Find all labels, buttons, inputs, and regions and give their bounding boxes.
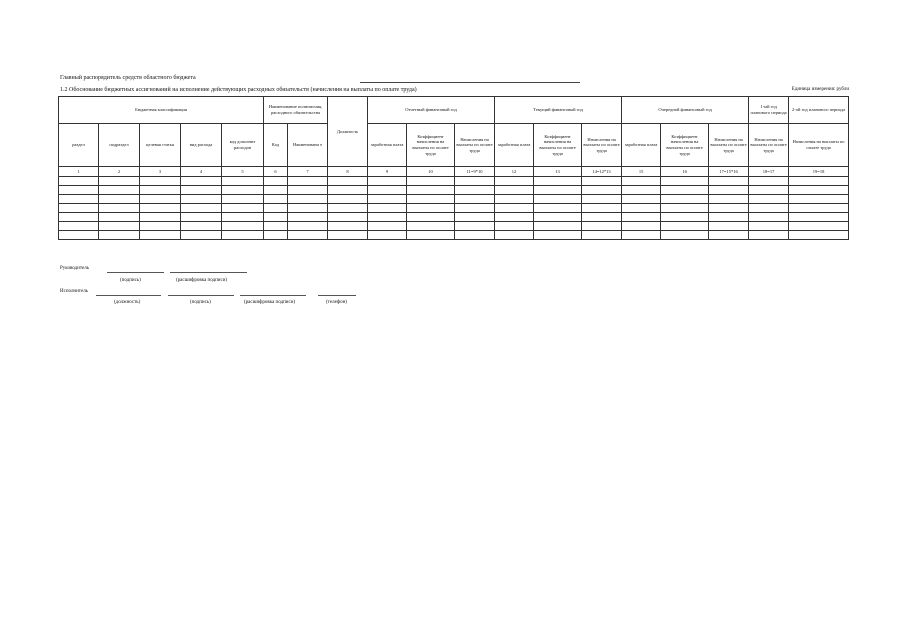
table-cell [455,231,495,240]
table-cell [622,177,661,186]
exec-sign-line [168,295,234,296]
col-number: 14=12*13 [582,167,622,177]
table-cell [222,195,264,204]
col-accrual-plan2: Начисления на выплаты по оплате труда [789,124,849,167]
table-cell [264,213,288,222]
table-cell [789,231,849,240]
table-cell [749,222,789,231]
col-number: 10 [407,167,455,177]
table-cell [407,213,455,222]
table-cell [140,195,181,204]
col-number: 18=17 [749,167,789,177]
table-cell [534,231,582,240]
col-coef-reporting: Коэффициент начисления на выплаты по оплате труда [407,124,455,167]
table-cell [789,186,849,195]
table-cell [582,186,622,195]
col-salary-reporting: заработная плата [368,124,407,167]
table-cell [407,222,455,231]
table-cell [749,186,789,195]
group-plan-year-1: 1-ый год планового периода [749,97,789,124]
table-cell [328,195,368,204]
table-cell [288,186,328,195]
col-code: Код [264,124,288,167]
table-row [59,186,849,195]
col-number: 11=9*10 [455,167,495,177]
table-cell [534,195,582,204]
table-cell [407,195,455,204]
table-cell [288,222,328,231]
table-cell [661,195,709,204]
col-coef-current: Коэффициент начисления на выплаты по оплате труда [534,124,582,167]
table-cell [407,204,455,213]
table-cell [534,186,582,195]
table-cell [59,231,99,240]
table-cell [789,195,849,204]
col-additional-code: код дополнит расходов [222,124,264,167]
table-cell [455,195,495,204]
table-cell [99,213,140,222]
table-cell [709,213,749,222]
head-label: Руководитель [60,266,90,271]
col-accrual-current: Начисления на выплаты по оплате труда [582,124,622,167]
table-cell [709,231,749,240]
table-cell [622,213,661,222]
table-cell [222,177,264,186]
table-cell [140,213,181,222]
table-cell [222,204,264,213]
table-cell [328,177,368,186]
table-cell [622,222,661,231]
table-cell [749,195,789,204]
table-cell [222,186,264,195]
col-number: 15 [622,167,661,177]
table-cell [140,186,181,195]
table-cell [622,186,661,195]
table-cell [455,213,495,222]
col-number: 6 [264,167,288,177]
head-name-line [170,272,247,273]
table-cell [789,204,849,213]
table-cell [264,195,288,204]
table-cell [59,213,99,222]
table-cell [59,195,99,204]
table-cell [495,186,534,195]
table-cell [99,195,140,204]
table-row [59,204,849,213]
table-cell [59,186,99,195]
table-cell [789,222,849,231]
group-current-year: Текущий финансовый год [495,97,622,124]
table-cell [709,204,749,213]
table-cell [222,231,264,240]
table-cell [709,186,749,195]
table-cell [661,213,709,222]
col-number: 19=18 [789,167,849,177]
col-section: раздел [59,124,99,167]
col-number: 16 [661,167,709,177]
table-cell [534,204,582,213]
col-target-article: целевая статья [140,124,181,167]
table-cell [455,204,495,213]
table-cell [582,204,622,213]
table-cell [140,204,181,213]
table-cell [264,231,288,240]
table-cell [288,231,328,240]
table-cell [140,222,181,231]
table-cell [264,222,288,231]
group-obligation: Наименование полномочия, расходного обязательства [264,97,328,124]
document-subtitle: 1.2 Обоснование бюджетных ассигнований на исполнение действующих расходных обязательств (начисления на выплаты по оплате труда) [60,87,417,93]
units-label: Единица измерения: рубли [791,87,849,92]
col-number: 17=15*16 [709,167,749,177]
table-cell [455,222,495,231]
header-row-columns [59,124,849,167]
col-name: Наименовани е [288,124,328,167]
table-row [59,177,849,186]
col-accrual-reporting: Начисления на выплаты по оплате труда [455,124,495,167]
table-cell [455,177,495,186]
table-cell [181,204,222,213]
table-cell [99,204,140,213]
table-cell [328,231,368,240]
table-cell [582,231,622,240]
table-cell [288,204,328,213]
exec-phone-caption: (телефон) [326,300,347,305]
table-cell [181,177,222,186]
table-cell [222,222,264,231]
col-number: 8 [328,167,368,177]
exec-name-caption: (расшифровка подписи) [244,300,296,305]
col-accrual-next: Начисления на выплаты по оплате труда [709,124,749,167]
col-number: 4 [181,167,222,177]
head-name-caption: (расшифровка подписи) [176,278,228,283]
table-cell [59,204,99,213]
table-cell [407,186,455,195]
table-cell [181,222,222,231]
table-cell [368,204,407,213]
table-cell [368,186,407,195]
exec-phone-line [318,295,356,296]
table-cell [495,204,534,213]
table-cell [661,231,709,240]
table-cell [288,195,328,204]
document-title: Главный распорядитель средств областного бюджета [60,75,196,81]
table-cell [749,231,789,240]
table-cell [99,186,140,195]
table-cell [368,222,407,231]
table-cell [534,222,582,231]
table-cell [749,204,789,213]
table-cell [582,177,622,186]
col-coef-next: Коэффициент начисления на выплаты по оплате труда [661,124,709,167]
col-number: 2 [99,167,140,177]
table-cell [622,195,661,204]
col-salary-next: заработная плата [622,124,661,167]
table-cell [582,213,622,222]
table-cell [534,213,582,222]
table-cell [140,231,181,240]
col-number: 7 [288,167,328,177]
col-accrual-plan1: Начисления на выплаты по оплате труда [749,124,789,167]
table-cell [264,204,288,213]
table-cell [495,177,534,186]
table-cell [264,186,288,195]
exec-label: Исполнитель [60,289,88,294]
table-cell [789,213,849,222]
group-plan-year-2: 2-ой год планового периода [789,97,849,124]
exec-pos-caption: (должность) [114,300,141,305]
table-cell [99,177,140,186]
table-cell [368,195,407,204]
group-budget-classification: Бюджетная классификация [59,97,264,124]
table-cell [264,177,288,186]
table-cell [181,213,222,222]
table-cell [622,231,661,240]
col-number: 12 [495,167,534,177]
col-number: 5 [222,167,264,177]
table-cell [59,222,99,231]
title-fill-line [360,82,580,83]
table-cell [59,177,99,186]
table-cell [709,222,749,231]
group-reporting-year: Отчетный финансовый год [368,97,495,124]
table-cell [495,213,534,222]
table-cell [181,231,222,240]
table-cell [368,231,407,240]
col-number: 3 [140,167,181,177]
table-row [59,195,849,204]
table-cell [749,177,789,186]
exec-sign-caption: (подпись) [190,300,211,305]
table-cell [368,213,407,222]
table-cell [495,222,534,231]
table-cell [709,177,749,186]
table-cell [582,222,622,231]
table-cell [328,222,368,231]
table-cell [407,231,455,240]
head-sign-caption: (подпись) [120,278,141,283]
exec-name-line [240,295,306,296]
table-cell [455,186,495,195]
head-sign-line [107,272,164,273]
table-row [59,231,849,240]
col-number: 13 [534,167,582,177]
col-number: 1 [59,167,99,177]
table-cell [709,195,749,204]
table-cell [288,177,328,186]
col-subsection: подраздел [99,124,140,167]
table-cell [140,177,181,186]
table-cell [328,213,368,222]
col-expense-type: вид расхода [181,124,222,167]
table-cell [661,204,709,213]
table-cell [181,195,222,204]
table-cell [661,177,709,186]
table-cell [288,213,328,222]
table-row [59,213,849,222]
table-cell [749,213,789,222]
table-cell [99,222,140,231]
col-number: 9 [368,167,407,177]
table-cell [582,195,622,204]
col-position: Должность [328,97,368,167]
col-salary-current: заработная плата [495,124,534,167]
table-cell [789,177,849,186]
table-row [59,222,849,231]
table-cell [328,204,368,213]
table-cell [534,177,582,186]
appropriations-table [58,96,849,240]
table-cell [661,222,709,231]
table-cell [495,231,534,240]
table-cell [99,231,140,240]
table-cell [368,177,407,186]
table-cell [622,204,661,213]
exec-pos-line [96,295,161,296]
table-cell [222,213,264,222]
group-next-year: Очередной финансовый год [622,97,749,124]
table-cell [661,186,709,195]
table-cell [407,177,455,186]
header-row-groups [59,97,849,124]
table-cell [181,186,222,195]
column-numbers-row [59,167,849,177]
table-cell [328,186,368,195]
table-cell [495,195,534,204]
